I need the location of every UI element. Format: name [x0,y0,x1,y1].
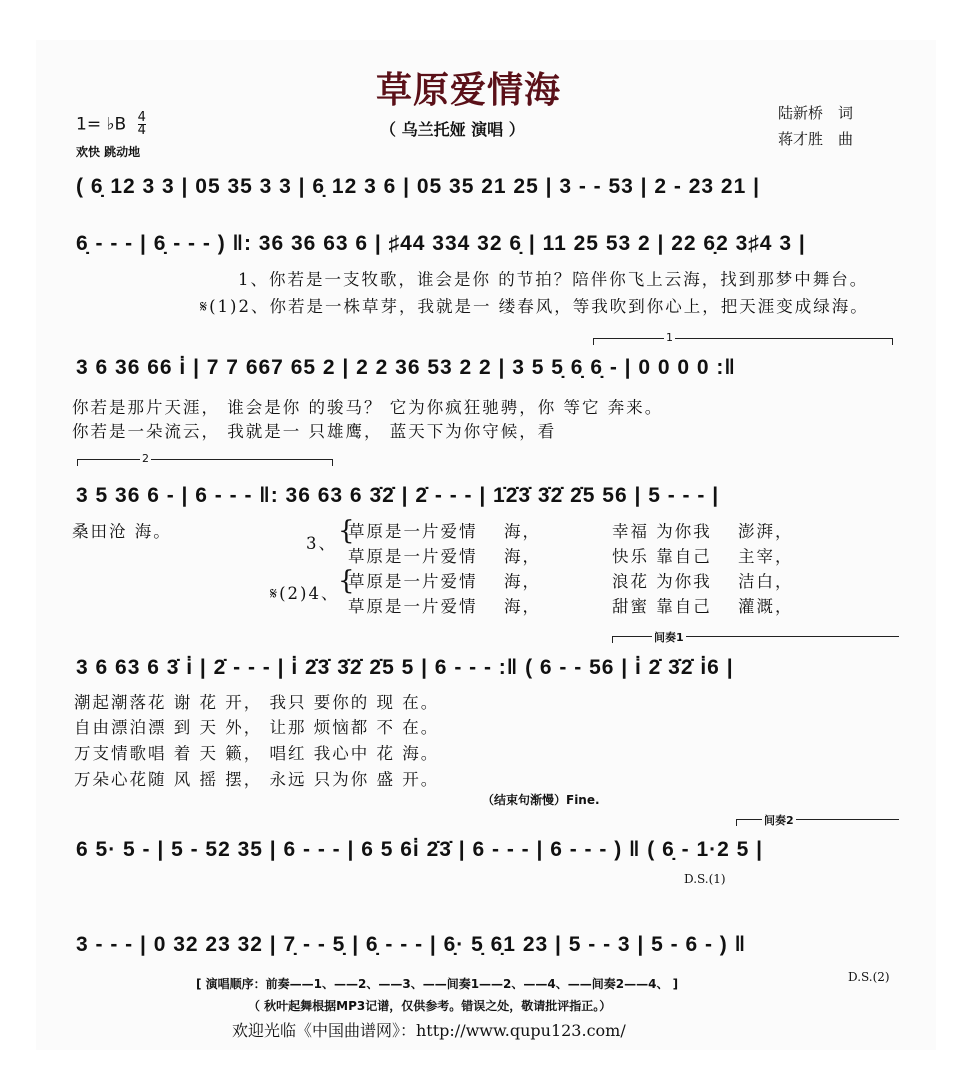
key-text: 1= ♭B [76,114,127,135]
verse-3-label: 3、 [306,534,337,553]
time-signature: $\frac{4}{4}$ [137,110,146,138]
lyric-line-5b: 自由漂泊漂 到 天 外， 让那 烦恼都 不 在。 [74,718,440,737]
interlude-2-label: 间奏2 [764,814,794,827]
verse-line-d2: 主宰， [738,547,794,566]
verse-line-b4: 海， [504,597,541,616]
volta-bracket-2 [77,459,333,466]
verse-line-a2: 草原是一片爱情 [348,547,478,566]
lyric-line-5a: 潮起潮落花 谢 花 开， 我只 要你的 现 在。 [74,693,440,712]
lyric-line-3b: 你若是一朵流云， 我就是一 只雄鹰， 蓝天下为你守候，看 [72,422,557,441]
song-title: 草原爱情海 [376,70,562,111]
verse-4-label: 𝄋(2)4、 [270,584,340,603]
lyric-line-2a: 1、你若是一支牧歌，谁会是你 的节拍？陪伴你飞上云海，找到那梦中舞台。 [238,270,869,289]
site-link[interactable]: 欢迎光临《中国曲谱网》：http://www.qupu123.com/ [232,1021,626,1040]
score-line-2: 6̣ - - - | 6̣ - - - ) ‖: 36 36 63 6 | ♯44 334 32 6̣ | 11 25 53 2 | 22 6̣2 3♯4 3 | [76,232,806,255]
tempo-marking: 欢快 跳动地 [76,145,141,159]
score-line-3: 3 6 36 66 i̇ | 7 7 667 65 2 | 2 2 36 53 2 2 | 3 5 5̣ 6̣ 6̣ - | 0 0 0 0 :‖ [76,356,736,379]
ds-2: D.S.(2) [848,970,890,984]
score-line-5: 3 6 63 6 3̇ i̇ | 2̇ - - - | i̇ 2̇3̇ 3̇2̇ 2̇5 5 | 6 - - - :‖ ( 6 - - 56 | i̇ 2̇ 3̇2̇ i̇6 | [76,656,734,679]
interlude-1-label: 间奏1 [654,631,684,644]
score-line-4: 3 5 36 6 - | 6 - - - ‖: 36 63 6 3̇2̇ | 2̇ - - - | 1̇2̇3̇ 3̇2̇ 2̇5 56 | 5 - - - | [76,484,720,507]
verse-line-c4: 甜蜜 靠自己 [612,597,712,616]
lyric-line-3a: 你若是那片天涯， 谁会是你 的骏马？ 它为你疯狂驰骋，你 等它 奔来。 [72,398,664,417]
brace-4: { [338,566,357,596]
ending-note: （结束句渐慢）Fine. [482,793,600,807]
verse-line-c1: 幸福 为你我 [612,522,712,541]
volta-label-2: 2 [142,452,149,465]
lyric-line-2b: 𝄋(1)2、你若是一株草芽，我就是一 缕春风，等我吹到你心上，把天涯变成绿海。 [200,297,869,316]
performer: （ 乌兰托娅 演唱 ） [380,120,525,139]
lyricist: 陆新桥 词 [778,104,854,122]
verse-line-b1: 海， [504,522,541,541]
verse-line-d4: 灌溉， [738,597,794,616]
verse-line-a1: 草原是一片爱情 [348,522,478,541]
score-line-1: ( 6̣ 12 3 3 | 05 35 3 3 | 6̣ 12 3 6 | 05 35 21 25 | 3 - - 53 | 2 - 23 21 | [76,175,760,198]
lyric-line-5c: 万支情歌唱 着 天 籁， 唱红 我心中 花 海。 [74,744,440,763]
verse-line-a4: 草原是一片爱情 [348,597,478,616]
verse-line-c2: 快乐 靠自己 [612,547,712,566]
lyric-line-5d: 万朵心花随 风 摇 摆， 永远 只为你 盛 开。 [74,770,440,789]
transcriber-note: （ 秋叶起舞根据MP3记谱，仅供参考。错误之处，敬请批评指正。） [248,999,612,1013]
composer: 蒋才胜 曲 [778,130,854,148]
lyric-line-4-left: 桑田沧 海。 [72,522,172,541]
verse-line-b2: 海， [504,547,541,566]
verse-line-a3: 草原是一片爱情 [348,572,478,591]
ds-1: D.S.(1) [684,872,726,886]
performance-order: [ 演唱顺序：前奏——1、——2、——3、——间奏1——2、——4、——间奏2——4、 ] [196,977,679,991]
key-signature [76,112,146,137]
verse-line-d3: 洁白， [738,572,794,591]
verse-line-d1: 澎湃， [738,522,794,541]
verse-line-c3: 浪花 为你我 [612,572,712,591]
verse-line-b3: 海， [504,572,541,591]
volta-bracket-1 [593,338,893,345]
score-line-6: 6 5· 5 - | 5 - 52 35 | 6 - - - | 6 5 6i̇ 2̇3̇ | 6 - - - | 6 - - - ) ‖ ( 6̣ - 1·2 5 | [76,838,764,861]
score-line-7: 3 - - - | 0 32 23 32 | 7̣ - - 5̣ | 6̣ - - - | 6̣· 5̣ 6̣1 23 | 5 - - 3 | 5 - 6 - ) ‖ [76,933,747,956]
brace-3: { [338,516,357,546]
volta-label-1: 1 [666,331,673,344]
interlude-2-bracket [736,819,899,826]
